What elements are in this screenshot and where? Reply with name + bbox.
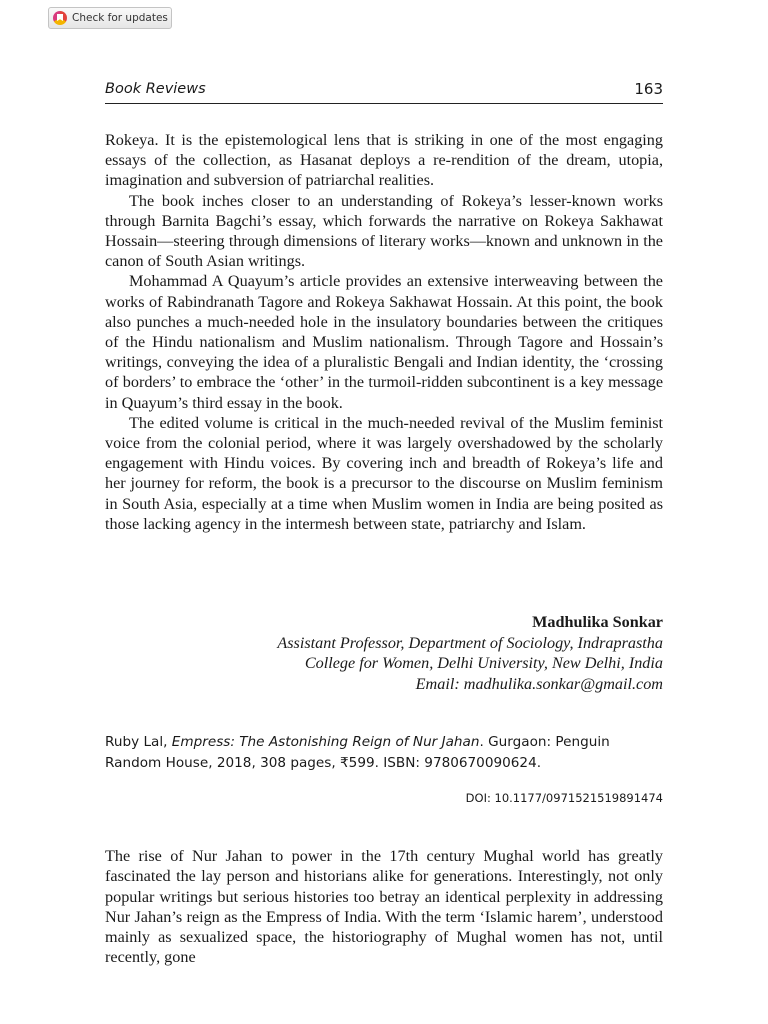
paragraph: The book inches closer to an understanding of Rokeya’s lesser-known works through Barnita Bagchi’s essay, which forwards the narrative on Rokeya Sakhawat Hossain—steering through dimensions of literary works—known and unknown in the canon of South Asian writings. [105, 191, 663, 271]
paragraph: Mohammad A Quayum’s article provides an extensive interweaving between the works of Rabindranath Tagore and Rokeya Sakhawat Hossain. At this point, the book also punches a much-needed hole in the insulatory boundaries between the critiques of the Hindu nationalism and Muslim nationalism. Through Tagore and Hossain’s writings, conveying the idea of a pluralistic Bengali and Indian identity, the ‘crossing of borders’ to embrace the ‘other’ in the turmoil-ridden subcontinent is a key message in Quayum’s third essay in the book. [105, 272, 663, 412]
citation-details: . Gurgaon: Penguin Random House, 2018, 308 pages, ₹599. ISBN: 9780670090624. [105, 734, 610, 771]
reviewer-name: Madhulika Sonkar [532, 613, 663, 631]
paragraph: The edited volume is critical in the much-needed revival of the Muslim feminist voice from the colonial period, where it was largely overshadowed by the scholarly engagement with Hindu voices. By covering inch and breadth of Rokeya’s life and her journey for reform, the book is a precursor to the discourse on Muslim feminism in South Asia, especially at a time when Muslim women in India are being posited as those lacking agency in the intermesh between state, patriarchy and Islam. [105, 413, 663, 533]
reviewer-affiliation: Assistant Professor, Department of Sociology, Indraprastha [277, 633, 663, 652]
reviewer-email: Email: madhulika.sonkar@gmail.com [415, 674, 663, 693]
section-title: Book Reviews [105, 81, 206, 97]
review-body [105, 830, 663, 984]
book-citation [105, 732, 663, 774]
reviewer-signature [105, 612, 663, 694]
running-header [105, 78, 663, 104]
citation-author: Ruby Lal, [105, 734, 168, 750]
reviewer-affiliation: College for Women, Delhi University, New Delhi, India [304, 654, 663, 672]
review-body [105, 130, 663, 534]
doi[interactable]: DOI: 10.1177/0971521519891474 [465, 791, 663, 805]
page-number: 163 [634, 80, 663, 98]
check-for-updates-label: Check for updates [72, 12, 168, 24]
check-for-updates-button[interactable] [48, 7, 172, 29]
check-for-updates-icon [53, 11, 67, 25]
paragraph: Rokeya. It is the epistemological lens that is striking in one of the most engaging essays of the collection, as Hasanat deploys a re-rendition of the dream, utopia, imagination and subversion of patriarchal realities. [105, 131, 663, 190]
paragraph: The rise of Nur Jahan to power in the 17th century Mughal world has greatly fascinated the lay person and historians alike for generations. Interestingly, not only popular writings but serious histories too betray an identical perplexity in addressing Nur Jahan’s reign as the Empress of India. With the term ‘Islamic harem’, understood mainly as sexualized space, the historiography of Mughal women has not, until recently, gone [105, 847, 663, 967]
citation-title: Empress: The Astonishing Reign of Nur Jahan [171, 734, 480, 750]
